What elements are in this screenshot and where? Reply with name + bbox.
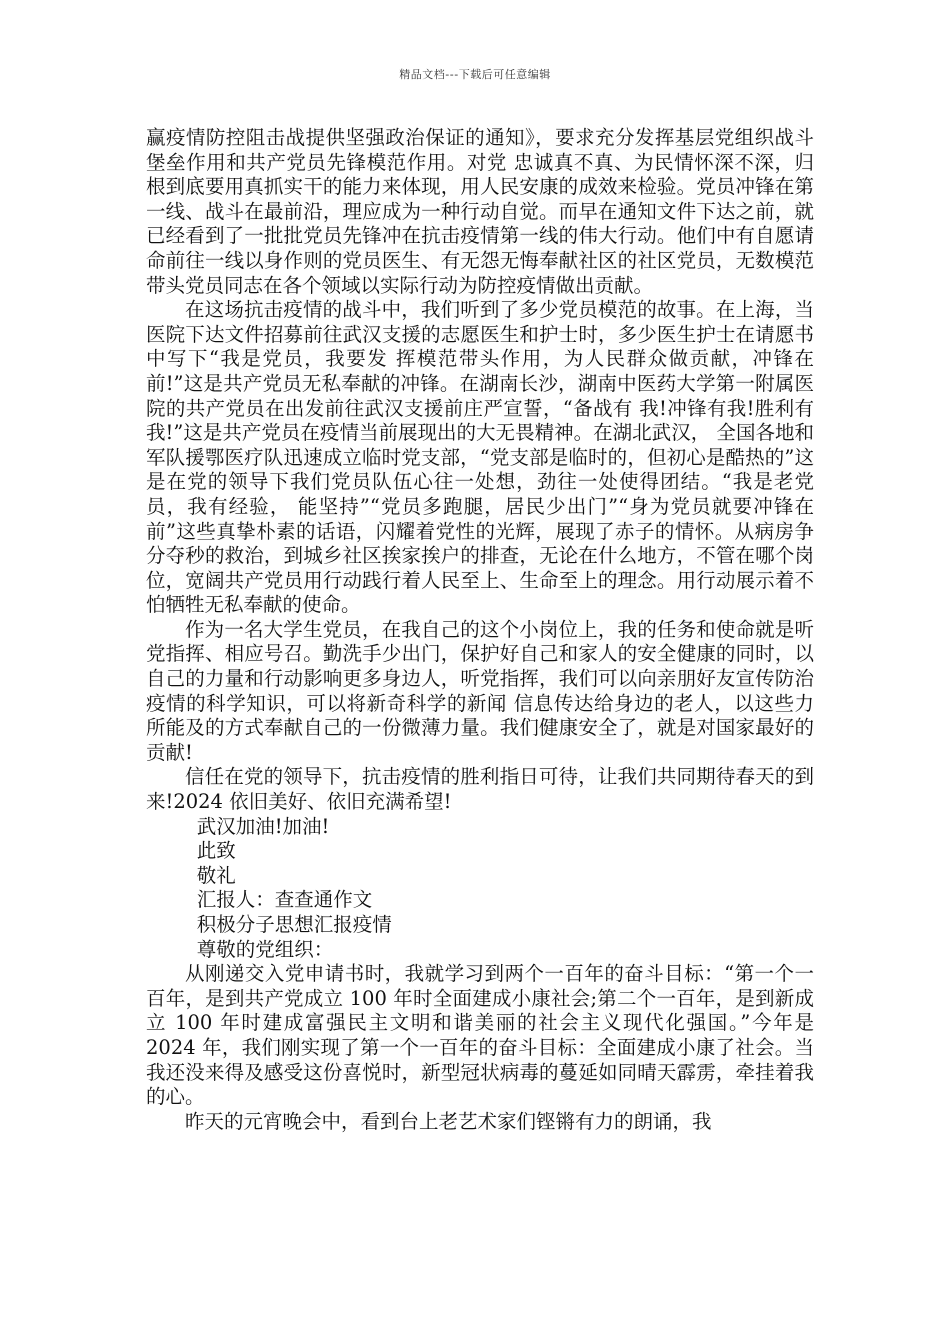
salutation-line: 此致 [196,839,236,863]
paragraph-5: 从刚递交入党申请书时，我就学习到两个一百年的奋斗目标：“第一个一百年，是到共产党成立 100 年时全面建成小康社会;第二个一百年，是到新成立 100 年时建成富强民主文明和谐美丽的社会主义现代化强国。”今年是 2024 年，我们刚实现了第一个一百年的奋斗目标：全面建成小康了社会。当我还没来得及感受这份喜悦时，新型冠状病毒的蔓延如同晴天霹雳，牵挂着我的心。 [146,962,814,1109]
paragraph-3: 作为一名大学生党员，在我自己的这个小岗位上，我的任务和使命就是听党指挥、相应号召。勤洗手少出门，保护好自己和家人的安全健康的同时，以自己的力量和行动影响更多身边人，听党指挥，我们可以向亲朋好友宣传防治疫情的科学知识，可以将新奇科学的新闻 信息传达给身边的老人，以这些力所能及的方式奉献自己的一份微薄力量。我们健康安全了，就是对国家最好的贡献! [146,617,814,764]
paragraph-2: 在这场抗击疫情的战斗中，我们听到了多少党员模范的故事。在上海，当医院下达文件招募前往武汉支援的志愿医生和护士时，多少医生护士在请愿书中写下“我是党员，我要发 挥模范带头作用，为人民群众做贡献，冲锋在前!”这是共产党员无私奉献的冲锋。在湖南长沙，湖南中医药大学第一附属医院的共产党员在出发前往武汉支援前庄严宣誓，“备战有 我!冲锋有我!胜利有我!”这是共产党员在疫情当前展现出的大无畏精神。在湖北武汉， 全国各地和军队援鄂医疗队迅速成立临时党支部，“党支部是临时的，但初心是酷热的”这是在党的领导下我们党员队伍心往一处想，劲往一处使得团结。“我是老党员，我有经验， 能坚持”“党员多跑腿，居民少出门”“身为党员就要冲锋在前”这些真挚朴素的话语，闪耀着党性的光辉，展现了赤子的情怀。从病房争分夺秒的救治，到城乡社区挨家挨户的排查，无论在什么地方，不管在哪个岗位，宽阔共产党员用行动践行着人民至上、生命至上的理念。用行动展示着不怕牺牲无私奉献的使命。 [146,298,814,617]
paragraph-4: 信任在党的领导下，抗击疫情的胜利指日可待，让我们共同期待春天的到来!2024 依旧美好、依旧充满希望! [146,765,814,814]
paragraph-6: 昨天的元宵晚会中，看到台上老艺术家们铿锵有力的朗诵，我 [185,1109,712,1133]
reporter-line: 汇报人：查查通作文 [196,888,373,912]
paragraph-1: 赢疫情防控阻击战提供坚强政治保证的通知》，要求充分发挥基层党组织战斗堡垒作用和共产党员先锋模范作用。对党 忠诚真不真、为民情怀深不深，归根到底要用真抓实干的能力来体现，用人民安康的成效来检验。党员冲锋在第一线、战斗在最前沿，理应成为一种行动自觉。而早在通知文件下达之前，就已经看到了一批批党员先锋冲在抗击疫情第一线的伟大行动。他们中有自愿请命前往一线以身作则的党员医生、有无怨无悔奉献社区的社区党员，无数模范带头党员同志在各个领域以实际行动为防控疫情做出贡献。 [146,126,814,297]
regards-line: 敬礼 [196,863,236,887]
greeting-line: 尊敬的党组织： [196,937,334,961]
cheer-line: 武汉加油!加油! [196,814,330,838]
page-header: 精品文档---下载后可任意编辑 [399,68,551,81]
document-body [146,126,814,1134]
section-title: 积极分子思想汇报疫情 [196,913,392,936]
